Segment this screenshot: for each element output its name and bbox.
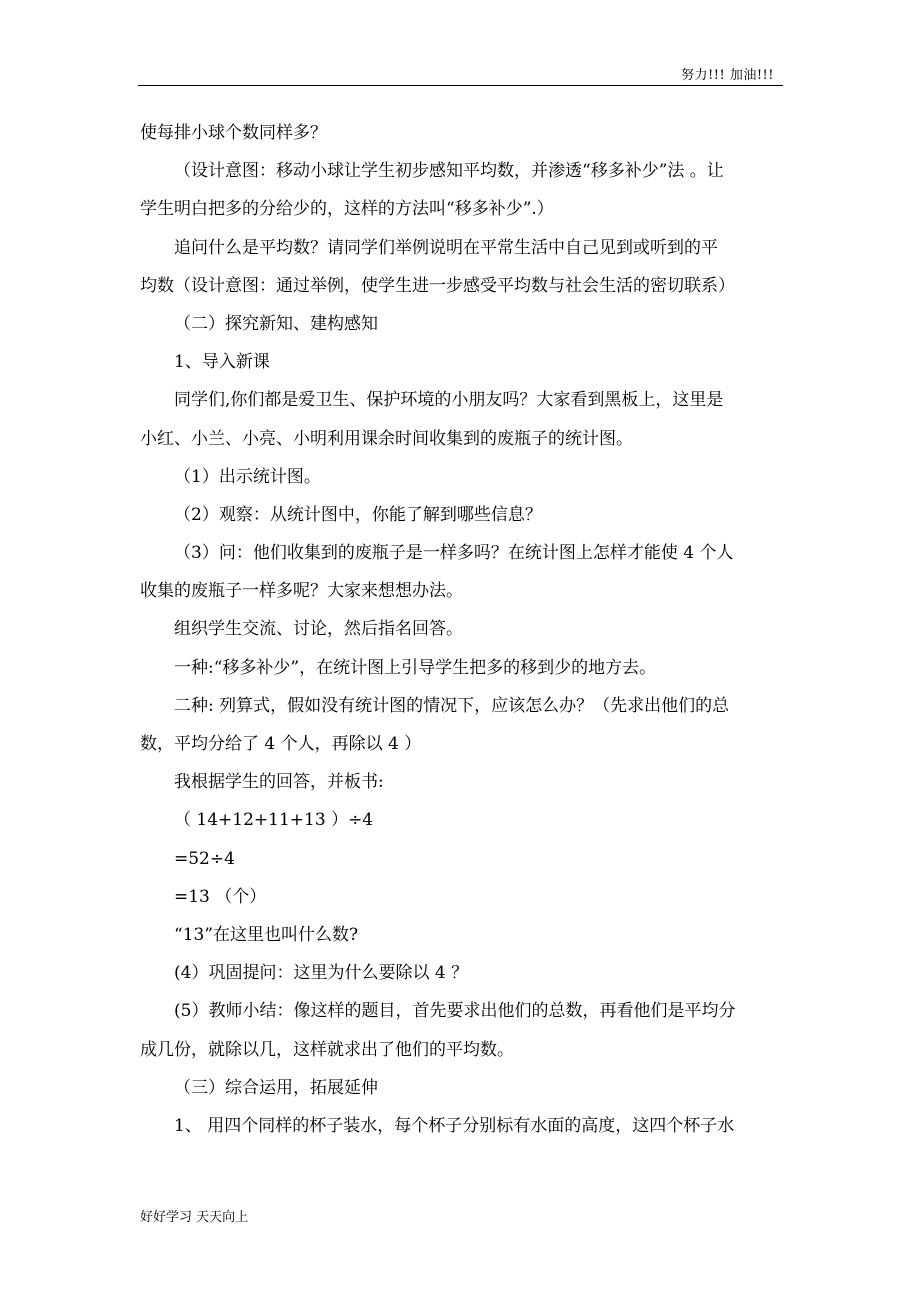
body-line: 学生明白把多的分给少的，这样的方法叫“移多补少”.） <box>140 199 554 220</box>
document-body <box>140 114 785 1145</box>
header-divider <box>138 85 783 86</box>
body-line: （设计意图：移动小球让学生初步感知平均数，并渗透“移多补少”法 。让 <box>174 161 724 182</box>
body-line: 一种:“移多补少”，在统计图上引导学生把多的移到少的地方去。 <box>174 657 657 678</box>
formula-line: （ 14+12+11+13 ）÷4 <box>174 810 374 831</box>
body-line: 数，平均分给了 4 个人，再除以 4 ） <box>140 734 422 754</box>
section-heading: （二）探究新知、建构感知 <box>174 313 378 334</box>
page-header-text: 努力!!! 加油!!! <box>681 68 774 83</box>
body-line: (5）教师小结：像这样的题目，首先要求出他们的总数，再看他们是平均分 <box>174 1001 736 1022</box>
formula-line: =13 （个） <box>174 886 267 907</box>
body-line: 使每排小球个数同样多？ <box>140 123 327 143</box>
body-line: 我根据学生的回答，并板书: <box>174 772 384 793</box>
body-line: （3）问：他们收集到的废瓶子是一样多吗？在统计图上怎样才能使 4 个人 <box>174 543 734 564</box>
body-line: 二种: 列算式，假如没有统计图的情况下，应该怎么办？（先求出他们的总 <box>174 695 730 716</box>
body-line: 追问什么是平均数？请同学们举例说明在平常生活中自己见到或听到的平 <box>174 237 718 258</box>
body-line: 组织学生交流、讨论，然后指名回答。 <box>174 619 463 640</box>
body-line: “13”在这里也叫什么数? <box>174 924 359 945</box>
body-line: 成几份，就除以几，这样就求出了他们的平均数。 <box>140 1039 514 1060</box>
body-line: 小红、小兰、小亮、小明利用课余时间收集到的废瓶子的统计图。 <box>140 428 633 449</box>
formula-line: =52÷4 <box>174 848 235 869</box>
body-line: （2）观察：从统计图中，你能了解到哪些信息？ <box>174 504 542 525</box>
body-line: （1）出示统计图。 <box>174 466 321 487</box>
body-line: 收集的废瓶子一样多呢？大家来想想办法。 <box>140 581 463 602</box>
body-line: 同学们,你们都是爱卫生、保护环境的小朋友吗？大家看到黑板上，这里是 <box>174 390 724 411</box>
body-line: 1、 用四个同样的杯子装水，每个杯子分别标有水面的高度，这四个杯子水 <box>174 1115 735 1136</box>
subsection-heading: 1、导入新课 <box>174 352 270 373</box>
section-heading: （三）综合运用，拓展延伸 <box>174 1077 378 1098</box>
page-footer-text: 好好学习 天天向上 <box>140 1210 249 1225</box>
body-line: (4）巩固提问：这里为什么要除以 4 ？ <box>174 963 469 984</box>
body-line: 均数（设计意图：通过举例，使学生进一步感受平均数与社会生活的密切联系） <box>140 275 735 296</box>
